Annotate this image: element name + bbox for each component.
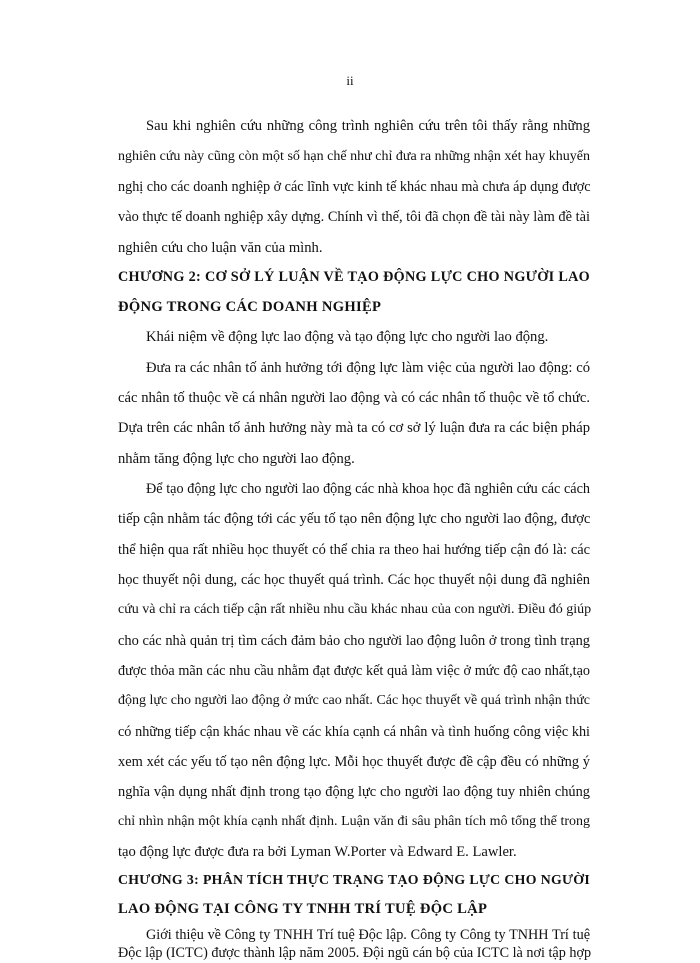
paragraph-line: có những tiếp cận khác nhau về các khía cạnh cá nhân và tình huống công việc khi — [118, 724, 590, 740]
paragraph-line: xem xét các yếu tố tạo nên động lực. Mỗi học thuyết được đề cập đều có những ý — [118, 754, 590, 770]
paragraph-line: nghị cho các doanh nghiệp ở các lĩnh vực kinh tế khác nhau mà chưa áp dụng được — [118, 179, 591, 195]
paragraph-line: Sau khi nghiên cứu những công trình nghiên cứu trên tôi thấy rằng những — [146, 118, 590, 134]
chapter-heading-line: CHƯƠNG 2: CƠ SỞ LÝ LUẬN VỀ TẠO ĐỘNG LỰC CHO NGƯỜI LAO — [118, 269, 590, 285]
chapter-heading-line: ĐỘNG TRONG CÁC DOANH NGHIỆP — [118, 299, 382, 315]
paragraph-line: cứu và chỉ ra cách tiếp cận rất nhiều nhu cầu khác nhau của con người. Điều đó giúp — [118, 602, 592, 617]
paragraph-line: Độc lập (ICTC) được thành lập năm 2005. Đội ngũ cán bộ của ICTC là nơi tập hợp — [118, 945, 592, 961]
paragraph-line: nhằm tăng động lực cho người lao động. — [118, 451, 355, 467]
paragraph-line: thể hiện qua rất nhiều học thuyết có thể chia ra theo hai hướng tiếp cận đó là: các — [118, 542, 590, 558]
paragraph-line: Giới thiệu về Công ty TNHH Trí tuệ Độc lập. Công ty Công ty TNHH Trí tuệ — [146, 927, 590, 943]
chapter-heading-line: LAO ĐỘNG TẠI CÔNG TY TNHH TRÍ TUỆ ĐỘC LẬP — [118, 901, 488, 917]
paragraph-line: chỉ nhìn nhận một khía cạnh nhất định. Luận văn đi sâu phân tích mô tổng thể trong — [118, 814, 590, 829]
paragraph-line: tạo động lực được đưa ra bởi Lyman W.Porter và Edward E. Lawler. — [118, 844, 517, 860]
paragraph-line: nghĩa vận dụng nhất định trong tạo động lực cho người lao động tuy nhiên chúng — [118, 784, 590, 800]
paragraph-line: các nhân tố thuộc về cá nhân người lao động và có các nhân tố thuộc về tổ chức. — [118, 390, 590, 406]
page-number: ii — [346, 73, 354, 88]
paragraph-line: Dựa trên các nhân tố ảnh hưởng này mà ta có cơ sở lý luận đưa ra các biện pháp — [118, 420, 590, 436]
paragraph-line: nghiên cứu cho luận văn của mình. — [118, 240, 323, 256]
paragraph-line: Để tạo động lực cho người lao động các nhà khoa học đã nghiên cứu các cách — [146, 481, 590, 497]
paragraph-line: Đưa ra các nhân tố ảnh hưởng tới động lực làm việc của người lao động: có — [146, 360, 590, 376]
paragraph-line: cho các nhà quản trị tìm cách đảm bảo cho người lao động luôn ở trong tình trạng — [118, 633, 590, 649]
paragraph-line: vào thực tế doanh nghiệp xây dựng. Chính vì thế, tôi đã chọn đề tài này làm đề tài — [118, 209, 590, 225]
paragraph-line: tiếp cận nhằm tác động tới các yếu tố tạo nên động lực cho người lao động, được — [118, 511, 591, 527]
paragraph-line: được thỏa mãn các nhu cầu nhằm đạt được kết quả làm việc ở mức độ cao nhất,tạo — [118, 663, 590, 679]
chapter-heading-line: CHƯƠNG 3: PHÂN TÍCH THỰC TRẠNG TẠO ĐỘNG LỰC CHO NGƯỜI — [118, 872, 590, 887]
paragraph-line: Khái niệm về động lực lao động và tạo động lực cho người lao động. — [146, 329, 549, 345]
paragraph-line: nghiên cứu này cũng còn một số hạn chế như chỉ đưa ra những nhận xét hay khuyến — [118, 149, 590, 164]
paragraph-line: động lực cho người lao động ở mức cao nhất. Các học thuyết về quá trình nhận thức — [118, 693, 590, 708]
paragraph-line: học thuyết nội dung, các học thuyết quá trình. Các học thuyết nội dung đã nghiên — [118, 572, 590, 588]
